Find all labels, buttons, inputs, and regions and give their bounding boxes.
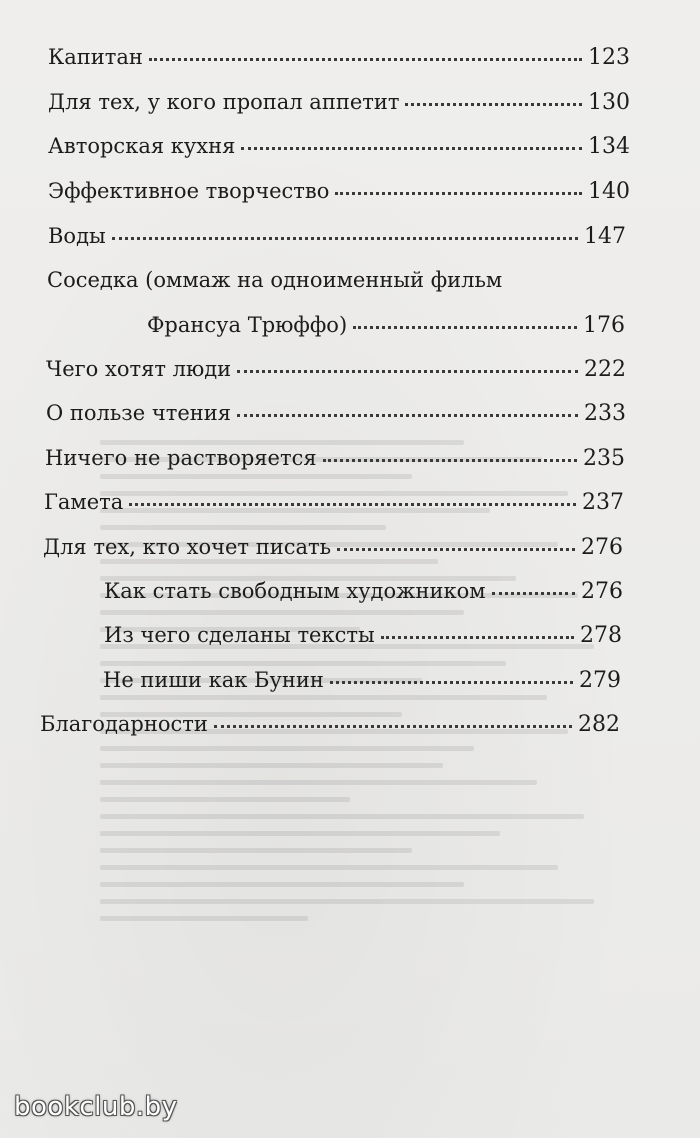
dot-leader (405, 101, 582, 106)
toc-entry-page: 282 (578, 712, 620, 737)
toc-entry-title-line1: Соседка (оммаж на одноименный фильм (47, 268, 503, 292)
toc-entry[interactable] (40, 711, 620, 738)
toc-entry-page: 237 (582, 490, 624, 515)
toc-entry[interactable] (48, 89, 630, 116)
toc-entry-page: 235 (583, 446, 625, 471)
toc-entry[interactable] (48, 133, 630, 160)
dot-leader (129, 501, 576, 506)
toc-entry-title: Не пиши как Бунин (103, 668, 324, 692)
dot-leader (335, 190, 582, 195)
dot-leader (149, 56, 582, 61)
toc-entry-title: Гамета (44, 490, 124, 514)
toc-entry[interactable] (48, 178, 630, 205)
dot-leader (353, 324, 577, 329)
toc-entry-page: 140 (588, 179, 630, 204)
toc-entry-title: Благодарности (40, 712, 208, 736)
dot-leader (323, 457, 577, 462)
dot-leader (492, 590, 575, 595)
toc-subentry[interactable] (104, 622, 622, 649)
toc-entry-title: Воды (48, 224, 106, 248)
toc-entry[interactable] (43, 534, 623, 561)
toc-entry-page: 233 (584, 401, 626, 426)
toc-entry-title: Для тех, кто хочет писать (43, 535, 332, 559)
toc-entry-page: 276 (581, 579, 623, 604)
dot-leader (237, 412, 578, 417)
toc-entry-title: Чего хотят люди (46, 357, 232, 381)
toc-entry-page: 134 (588, 134, 630, 159)
dot-leader (237, 368, 578, 373)
toc-entry-title: Эффективное творчество (48, 179, 330, 203)
toc-entry[interactable] (45, 445, 625, 472)
toc-entry-page: 130 (588, 90, 630, 115)
toc-entry-title: Франсуа Трюффо) (147, 313, 348, 337)
toc-entry-page: 123 (588, 45, 630, 70)
toc-entry-title: О пользе чтения (46, 401, 232, 425)
toc-entry[interactable] (46, 356, 626, 383)
toc-entry-title: Для тех, у кого пропал аппетит (48, 90, 400, 114)
toc-entry-page: 176 (583, 313, 625, 338)
toc-entry[interactable] (46, 400, 626, 427)
dot-leader (241, 145, 582, 150)
dot-leader (330, 679, 573, 684)
toc-entry-page: 276 (581, 535, 623, 560)
dot-leader (112, 235, 578, 240)
toc-entry[interactable] (48, 44, 630, 71)
toc-entry[interactable] (147, 312, 625, 339)
toc-entry-page: 222 (584, 357, 626, 382)
dot-leader (214, 723, 572, 728)
toc-entry-title: Из чего сделаны тексты (104, 623, 375, 647)
toc-entry-title: Авторская кухня (48, 134, 236, 158)
toc-entry-page: 278 (580, 623, 622, 648)
toc-entry-page: 147 (584, 224, 626, 249)
toc-subentry[interactable] (103, 667, 621, 694)
dot-leader (381, 634, 574, 639)
toc-entry[interactable] (48, 223, 626, 250)
dot-leader (337, 546, 575, 551)
toc-subentry[interactable] (104, 578, 623, 605)
toc-entry-page: 279 (579, 668, 621, 693)
toc-entry-title: Как стать свободным художником (104, 579, 486, 603)
toc-entry-title: Капитан (48, 45, 143, 69)
watermark-text: bookclub.by (14, 1092, 178, 1122)
toc-entry-title: Ничего не растворяется (45, 446, 317, 470)
toc-entry[interactable] (44, 489, 624, 516)
